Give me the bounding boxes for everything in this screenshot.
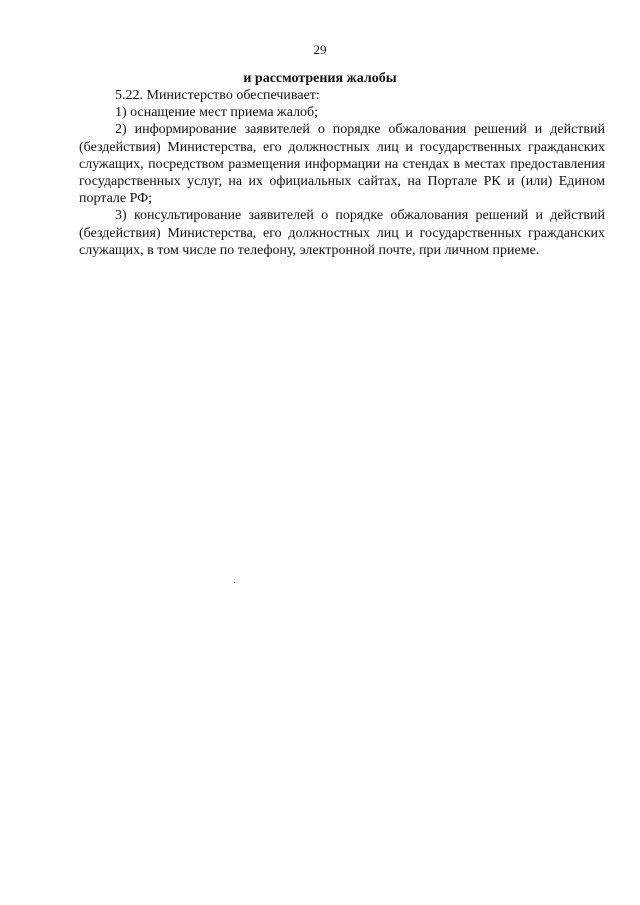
paragraph-intro: 5.22. Министерство обеспечивает: [115, 88, 320, 103]
paragraph-item-1: 1) оснащение мест приема жалоб; [115, 105, 319, 121]
scan-speck [234, 582, 235, 583]
document-body [79, 87, 605, 259]
section-heading: и рассмотрения жалобы [243, 71, 397, 86]
paragraph-item-2: 2) информирование заявителей о порядке обжалования решений и действий (бездействия) Министерства, его должностных лиц и государственных гражданских служащих, посредством размещения информации на стендах в местах предоставления государственных услуг, на их официальных сайтах, на Портале РК и (или) Едином портале РФ; [79, 122, 605, 207]
page-number: 29 [313, 42, 327, 57]
paragraph-item-3: 3) консультирование заявителей о порядке обжалования решений и действий (бездействия) Министерства, его должностных лиц и государственных гражданских служащих, в том числе по телефону, электронной почте, при личном приеме. [79, 208, 605, 258]
